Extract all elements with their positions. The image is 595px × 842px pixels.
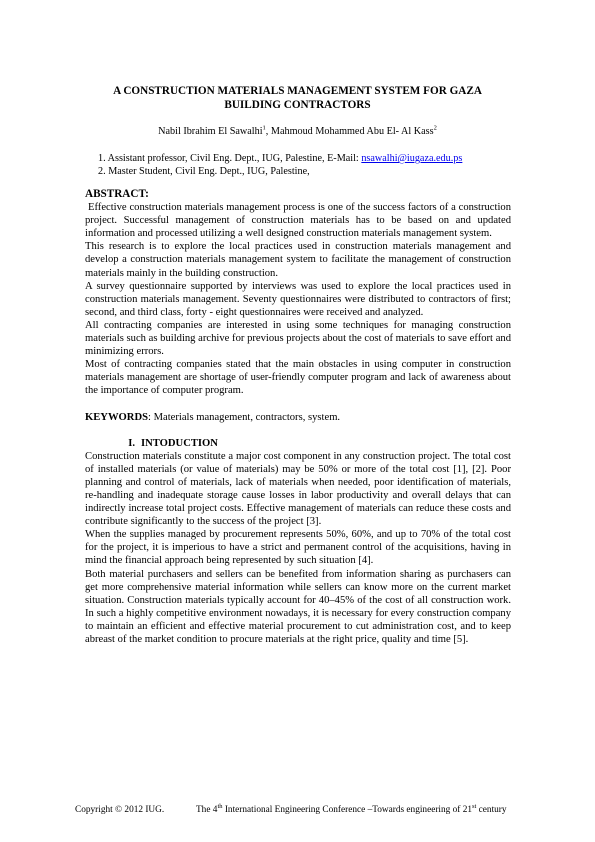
paper-body (85, 188, 511, 646)
abstract-paragraph: This research is to explore the local practices used in construction materials management and develop a construction materials management system to facilitate the management of construction materials mainly in the building construction. (85, 241, 511, 279)
footer-conf-post: century (476, 805, 507, 815)
author-1-sup: 1 (262, 124, 266, 132)
abstract-body (85, 201, 511, 397)
affiliation-2 (98, 165, 538, 178)
title-line-1: A CONSTRUCTION MATERIALS MANAGEMENT SYSTEM FOR GAZA (113, 85, 482, 97)
section-heading-introduction (113, 437, 511, 450)
author-line (60, 125, 535, 138)
abstract-paragraph: Effective construction materials management process is one of the success factors of a construction project. Successful management of construction materials has to be based on and updated information and processed utilizing a well designed construction materials management system. (85, 202, 511, 240)
footer-conf-sup-2: st (472, 802, 477, 810)
introduction-body (85, 450, 511, 646)
section-number: I. (128, 437, 135, 449)
keywords-line (85, 411, 511, 424)
paper-title (60, 84, 535, 112)
footer-conf-pre: The 4 (196, 805, 218, 815)
author-2-sup: 2 (433, 124, 437, 132)
author-separator: , (265, 126, 271, 137)
footer-conference (196, 804, 507, 816)
keywords-label: KEYWORDS (85, 411, 148, 423)
abstract-paragraph: All contracting companies are interested in using some techniques for managing construction materials such as building archive for previous projects about the cost of materials to save effort and minimizing errors. (85, 319, 511, 358)
abstract-heading: ABSTRACT: (85, 188, 149, 200)
footer-copyright: Copyright © 2012 IUG. (75, 805, 165, 815)
introduction-paragraph: Both material purchasers and sellers can be benefited from information sharing as purchasers can get more comprehensive material information while sellers can know more on the current market situation. Construction materials typically account for 40–45% of the cost of all construction work. In such a highly competitive environment nowadays, it is necessary for every construction company to maintain an efficient and effective material procurement to cut administration cost, and to keep abreast of the market condition to procure materials at the right price, quality and time [5]. (85, 568, 511, 645)
abstract-paragraph: Most of contracting companies stated that the main obstacles in using computer in construction materials management are shortage of user-friendly computer program and lack of awareness about the importance of computer program. (85, 359, 511, 397)
affiliations (98, 152, 538, 178)
section-title: INTODUCTION (141, 437, 218, 449)
author-1: Nabil Ibrahim El Sawalhi (158, 126, 263, 137)
keywords-text: : Materials management, contractors, system. (147, 411, 341, 423)
affiliation-1-text: 1. Assistant professor, Civil Eng. Dept., IUG, Palestine, E-Mail: (98, 153, 362, 164)
introduction-paragraph: When the supplies managed by procurement represents 50%, 60%, and up to 70% of the total cost for the project, it is imperious to have a strict and permanent control of the acquisitions, having in mind the financial approach being represented by such situation [4]. (85, 529, 511, 567)
affiliation-2-text: 2. Master Student, Civil Eng. Dept., IUG, Palestine, (98, 166, 310, 177)
title-line-2: BUILDING CONTRACTORS (224, 99, 371, 111)
author-2: Mahmoud Mohammed Abu El- Al Kass (270, 126, 434, 137)
abstract-paragraph: A survey questionnaire supported by interviews was used to explore the local practices used in construction materials management. Seventy questionnaires were distributed to contractors of first; second, and third class, forty - eight questionnaires were received and analyzed. (85, 280, 511, 318)
page-footer (75, 804, 535, 816)
introduction-paragraph: Construction materials constitute a major cost component in any construction project. The total cost of installed materials (or value of materials) may be 50% or more of the total cost [1], [2]. Poor planning and control of materials, lack of materials when needed, poor identification of materials, re-handling and inadequate storage cause losses in labor productivity and overall delays that can indirectly increase total project costs. Effective management of materials can reduce these costs and contribute significantly to the success of the project [3]. (85, 450, 511, 528)
affiliation-1 (98, 152, 538, 165)
footer-conf-sup-1: th (217, 802, 223, 810)
footer-conf-mid: International Engineering Conference –Towards engineering of 21 (222, 805, 472, 815)
email-link[interactable]: nsawalhi@iugaza.edu.ps (361, 153, 463, 164)
